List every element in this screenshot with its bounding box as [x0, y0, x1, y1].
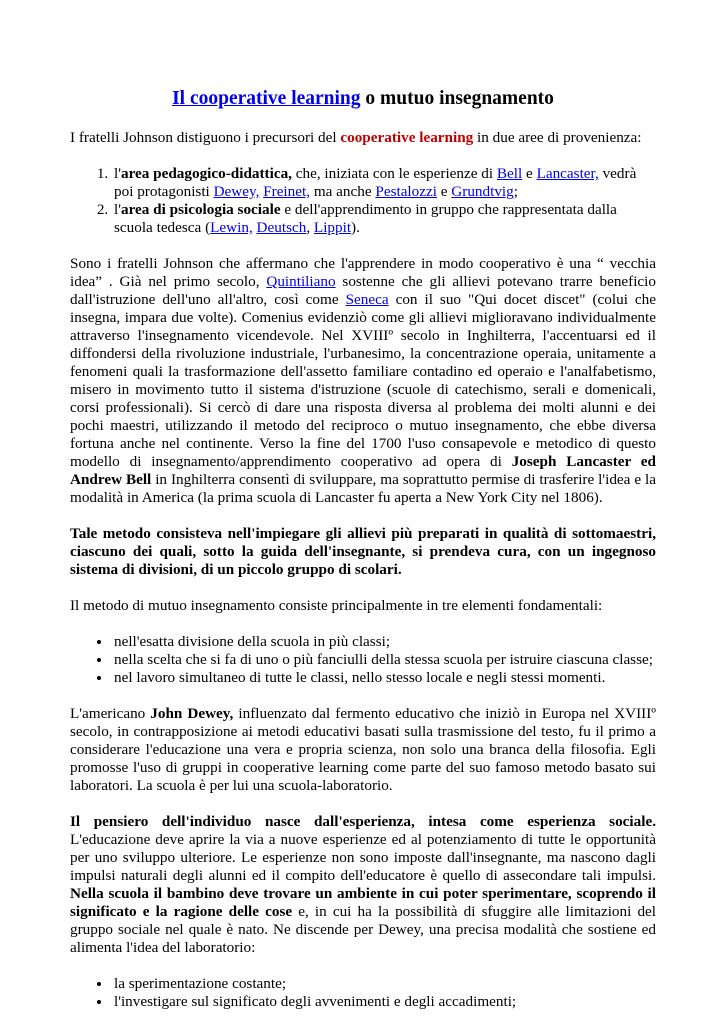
- link-lewin[interactable]: Lewin,: [210, 219, 253, 236]
- title-rest: o mutuo insegnamento: [360, 88, 554, 109]
- list-item: [112, 165, 656, 201]
- paragraph-text: Sono i fratelli Johnson che affermano che l'apprendere in modo cooperativo è una “ vecchia idea” . Già nel primo secolo,: [70, 255, 656, 290]
- method-paragraph: [70, 525, 656, 579]
- paragraph-bold: John Dewey,: [150, 705, 234, 722]
- paragraph-text: L'educazione deve aprire la via a nuove esperienze ed al potenziamento di tutte le opportunità per uno sviluppo ulteriore. Le esperienze non sono imposte dall'insegnante, ma nascono dagli impulsi naturali degli alunni ed il compito dell'educatore è quello di assecondare tali impulsi.: [70, 831, 656, 884]
- intro-text-end: in due aree di provenienza:: [473, 129, 642, 146]
- link-lancaster[interactable]: Lancaster,: [536, 165, 599, 182]
- paragraph-text: sostenne che gli allievi potevano trarre beneficio dall'istruzione dell'uno all'altro, così come: [70, 273, 656, 308]
- list-item: • nel lavoro simultaneo di tutte le classi, nello stesso locale e negli stessi momenti.: [112, 669, 656, 687]
- item-text: l': [114, 165, 121, 182]
- item-text: vedrà poi protagonisti: [114, 165, 637, 200]
- document-page: [70, 87, 656, 1029]
- dewey-paragraph: [70, 705, 656, 795]
- link-pestalozzi[interactable]: Pestalozzi: [375, 183, 437, 200]
- list-item: • l'investigare sul significato degli avvenimenti e degli accadimenti;: [112, 993, 656, 1011]
- link-grundtvig[interactable]: Grundtvig: [451, 183, 514, 200]
- list-item: • nell'esatta divisione della scuola in più classi;: [112, 633, 656, 651]
- elements-list: [70, 633, 656, 687]
- history-paragraph: [70, 255, 656, 507]
- experience-paragraph: [70, 813, 656, 957]
- list-item: [112, 201, 656, 237]
- paragraph-text: in Inghilterra consentì di sviluppare, ma soprattutto permise di trasferire l'idea e la modalità in America (la prima scuola di Lancaster fu aperta a New York City nel 1806).: [70, 471, 656, 506]
- intro-text: I fratelli Johnson distiguono i precursori del: [70, 129, 341, 146]
- item-text: l': [114, 201, 121, 218]
- paragraph-bold: Joseph Lancaster ed Andrew Bell: [70, 453, 656, 488]
- lab-list: [70, 975, 656, 1011]
- link-dewey[interactable]: Dewey,: [213, 183, 260, 200]
- link-quintiliano[interactable]: Quintiliano: [266, 273, 336, 290]
- page-title: [70, 87, 656, 111]
- title-link[interactable]: Il cooperative learning: [172, 88, 361, 109]
- areas-list: [70, 165, 656, 237]
- elements-intro: Il metodo di mutuo insegnamento consiste principalmente in tre elementi fondamentali:: [70, 597, 603, 614]
- paragraph-text: influenzato dal fermento educativo che iniziò in Europa nel XVIIIº secolo, in contrapposizione ai metodi educativi basati sulla trasmissione del testo, fu il primo a considerare l'educazione una vera e propria scienza, non solo una branca della filosofia. Egli promosse l'uso di gruppi in cooperative learning come parte del suo famoso metodo basato sui laboratori. La scuola è per lui una scuola-laboratorio.: [70, 705, 656, 794]
- list-item: • nella scelta che si fa di uno o più fanciulli della stessa scuola per istruire ciascuna classe;: [112, 651, 656, 669]
- link-bell[interactable]: Bell: [496, 165, 523, 182]
- paragraph-text: L'americano: [70, 705, 151, 722]
- link-freinet[interactable]: Freinet,: [263, 183, 311, 200]
- intro-highlight: cooperative learning: [340, 129, 474, 146]
- list-item: • la sperimentazione costante;: [112, 975, 656, 993]
- item-text: e dell'apprendimento in gruppo che rappresentata dalla scuola tedesca (: [114, 201, 617, 236]
- item-text: ).: [351, 219, 360, 236]
- link-deutsch[interactable]: Deutsch: [256, 219, 307, 236]
- paragraph-text: con il suo "Qui docet discet" (colui che insegna, impara due volte). Comenius evidenziò come gli allievi miglioravano individualmente attraverso l'insegnamento vicendevole. Nel XVIIIº secolo in Inghilterra, l'accentuarsi ed il diffondersi della rivoluzione industriale, l'urbanesimo, la concentrazione operaia, unitamente a fenomeni quali la trasformazione dell'assetto familiare contadino ed operaio e l'analfabetismo, misero in movimento tutto il sistema d'istruzione (scuole di catechismo, serali e domenicali, corsi professionali). Si cercò di dare una risposta diversa al problema dei molti alunni e dei pochi maestri, utilizzando il metodo del reciproco o mutuo insegnamento, che ebbe diversa fortuna anche nel continente. Verso la fine del 1700 l'uso consapevole e metodico di questo modello di insegnamento/apprendimento cooperativo ad opera di: [70, 291, 656, 470]
- paragraph-text: e, in cui ha la possibilità di sfuggire alle limitazioni del gruppo sociale nel quale è nato. Ne discende per Dewey, una precisa modalità che sostiene ed alimenta l'idea del laboratorio:: [70, 903, 656, 956]
- paragraph-bold: Il pensiero dell'individuo nasce dall'esperienza, intesa come esperienza sociale.: [70, 813, 656, 830]
- link-lippit[interactable]: Lippit: [313, 219, 352, 236]
- item-text: ,: [306, 219, 314, 236]
- item-text: che, iniziata con le esperienze di: [291, 165, 497, 182]
- item-bold: area pedagogico-didattica,: [120, 165, 292, 182]
- intro-paragraph: [70, 129, 656, 147]
- item-text: e: [522, 165, 537, 182]
- item-text: e: [436, 183, 452, 200]
- item-text: ;: [513, 183, 518, 200]
- method-bold-text: Tale metodo consisteva nell'impiegare gli allievi più preparati in qualità di sottomaestri, ciascuno dei quali, sotto la guida dell'insegnante, si prendeva cura, con un ingegnoso sistema di divisioni, di un piccolo gruppo di scolari.: [70, 525, 656, 578]
- paragraph-bold: Nella scuola il bambino deve trovare un ambiente in cui poter sperimentare, scoprendo il significato e la ragione delle cose: [70, 885, 656, 920]
- link-seneca[interactable]: Seneca: [345, 291, 389, 308]
- item-bold: area di psicologia sociale: [120, 201, 281, 218]
- item-text: ma anche: [310, 183, 376, 200]
